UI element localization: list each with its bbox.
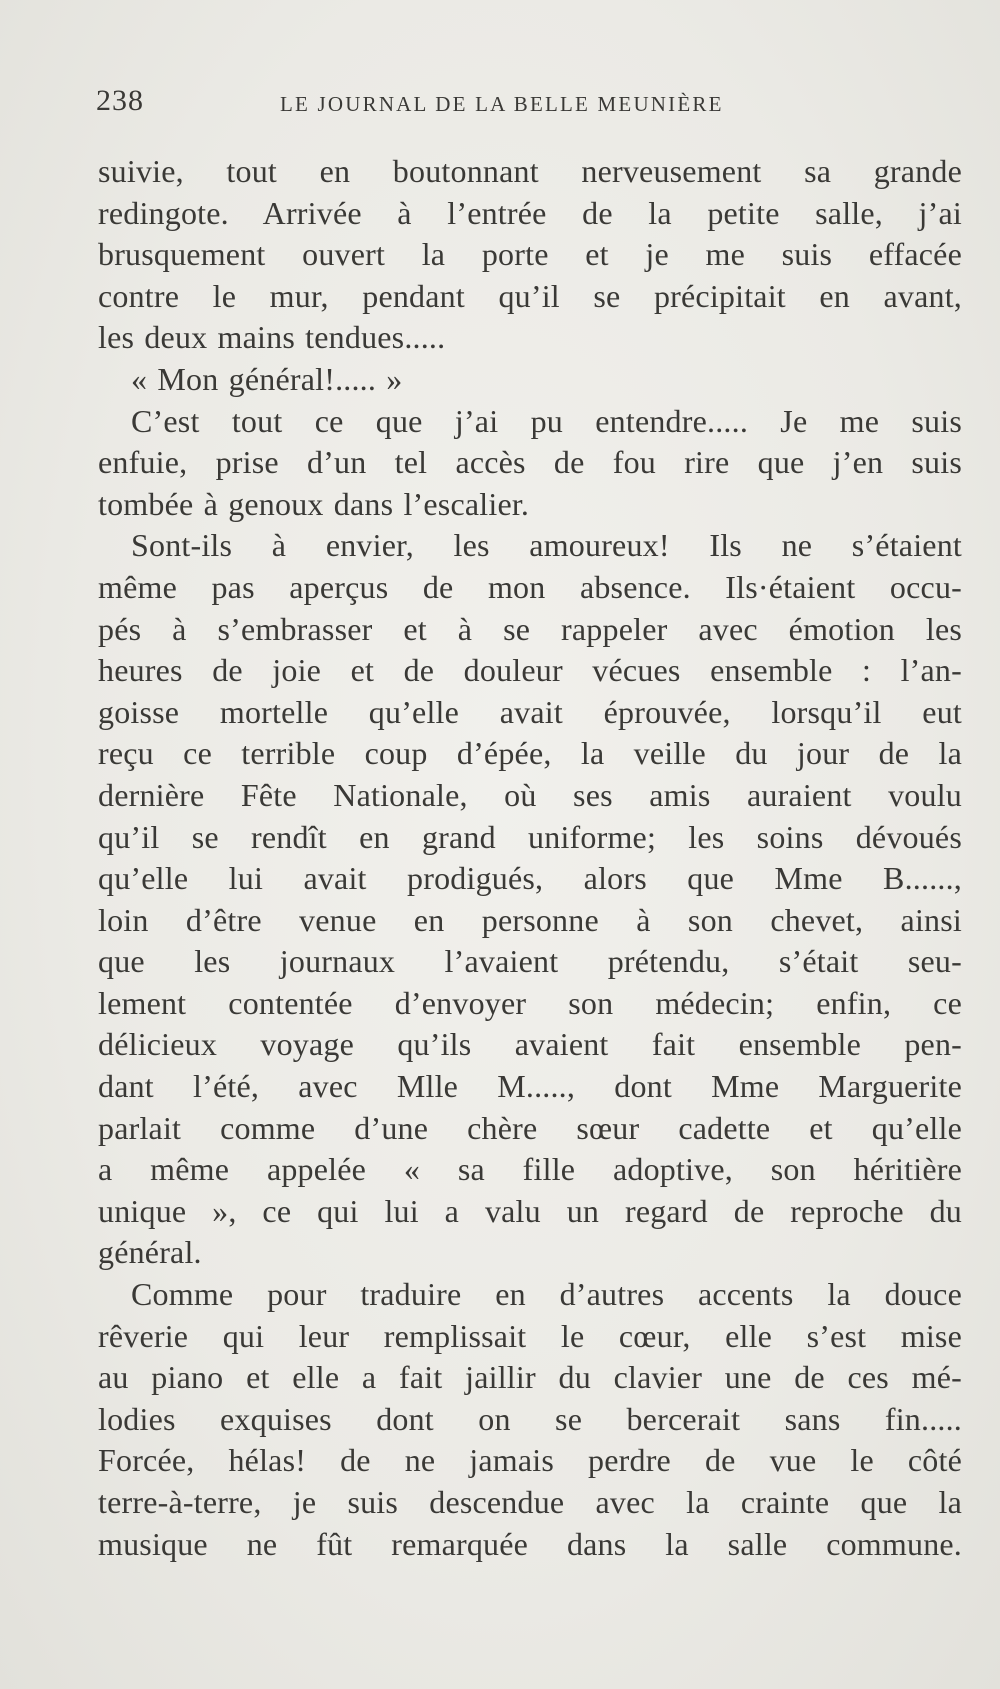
text-line: rêverie qui leur remplissait le cœur, elle s’est mise (98, 1317, 962, 1354)
text-line: C’est tout ce que j’ai pu entendre..... Je me suis (131, 402, 962, 439)
text-line: qu’il se rendît en grand uniforme; les soins dévoués (98, 818, 962, 855)
text-line: tombée à genoux dans l’escalier. (98, 485, 530, 522)
text-line: « Mon général!..... » (131, 360, 403, 397)
text-line: Comme pour traduire en d’autres accents la douce (131, 1276, 962, 1313)
text-line: brusquement ouvert la porte et je me suis effacée (98, 236, 962, 273)
page-number: 238 (96, 84, 144, 117)
text-line: reçu ce terrible coup d’épée, la veille du jour de la (98, 735, 962, 772)
text-line: qu’elle lui avait prodigués, alors que Mme B......, (98, 860, 962, 897)
running-title: LE JOURNAL DE LA BELLE MEUNIÈRE (280, 92, 724, 116)
running-head (96, 84, 796, 124)
text-line: parlait comme d’une chère sœur cadette et qu’elle (98, 1109, 962, 1146)
text-line: loin d’être venue en personne à son chevet, ainsi (98, 901, 962, 938)
text-line: contre le mur, pendant qu’il se précipitait en avant, (98, 277, 962, 314)
text-line: même pas aperçus de mon absence. Ils·étaient occu- (98, 568, 962, 605)
text-line: musique ne fût remarquée dans la salle commune. (98, 1525, 962, 1562)
text-line: lement contentée d’envoyer son médecin; enfin, ce (98, 984, 962, 1021)
body-text (98, 151, 962, 1565)
text-line: dant l’été, avec Mlle M....., dont Mme Marguerite (98, 1068, 962, 1105)
text-line: redingote. Arrivée à l’entrée de la petite salle, j’ai (98, 194, 962, 231)
text-line: goisse mortelle qu’elle avait éprouvée, lorsqu’il eut (98, 693, 962, 730)
text-line: lodies exquises dont on se bercerait sans fin..... (98, 1400, 962, 1437)
text-line: au piano et elle a fait jaillir du clavier une de ces mé- (98, 1359, 962, 1396)
text-line: que les journaux l’avaient prétendu, s’était seu- (98, 943, 962, 980)
text-line: Forcée, hélas! de ne jamais perdre de vue le côté (98, 1442, 962, 1479)
text-line: pés à s’embrasser et à se rappeler avec émotion les (98, 610, 962, 647)
text-line: délicieux voyage qu’ils avaient fait ensemble pen- (98, 1026, 962, 1063)
text-line: suivie, tout en boutonnant nerveusement sa grande (98, 153, 962, 189)
text-line: terre-à-terre, je suis descendue avec la crainte que la (98, 1484, 962, 1520)
text-line: enfuie, prise d’un tel accès de fou rire que j’en suis (98, 444, 962, 481)
text-line: les deux mains tendues..... (98, 319, 446, 356)
text-line: général. (98, 1234, 202, 1271)
text-line: heures de joie et de douleur vécues ensemble : l’an- (98, 652, 962, 689)
text-line: unique », ce qui lui a valu un regard de reproche du (98, 1192, 962, 1229)
text-line: a même appelée « sa fille adoptive, son héritière (98, 1151, 962, 1188)
text-line: dernière Fête Nationale, où ses amis auraient voulu (98, 776, 962, 813)
text-line: Sont-ils à envier, les amoureux! Ils ne s’étaient (131, 527, 962, 564)
